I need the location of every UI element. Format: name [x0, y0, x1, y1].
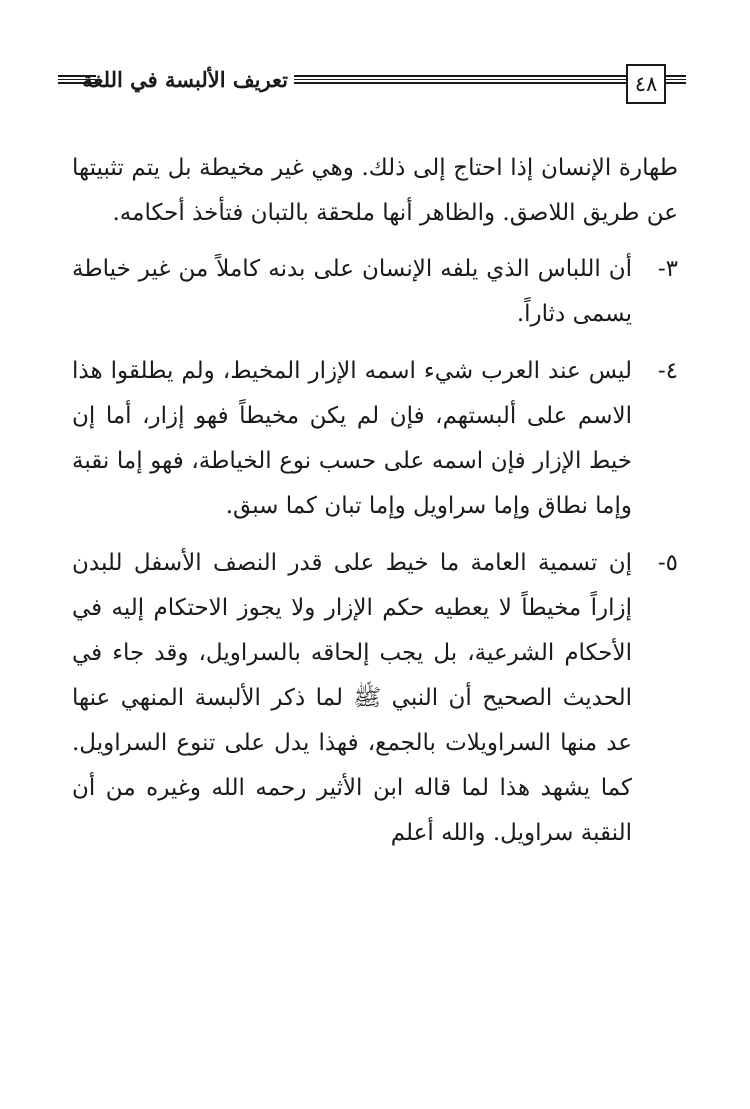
page-number: ٤٨	[626, 64, 666, 104]
list-item	[72, 541, 678, 856]
list-item-text: أن اللباس الذي يلفه الإنسان على بدنه كاملاً من غير خياطة يسمى دثاراً.	[72, 256, 632, 327]
intro-paragraph: طهارة الإنسان إذا احتاج إلى ذلك. وهي غير مخيطة بل يتم تثبيتها عن طريق اللاصق. والظاهر أنها ملحقة بالتبان فتأخذ أحكامه.	[72, 155, 678, 226]
list-item-text: ليس عند العرب شيء اسمه الإزار المخيط، ولم يطلقوا هذا الاسم على ألبستهم، فإن لم يكن مخيطاً فهو إزار، أما إن خيط الإزار فإن اسمه على حسب نوع الخياطة، فهو إما نقبة وإما نطاق وإما سراويل وإما تبان كما سبق.	[72, 358, 632, 519]
page-header	[58, 64, 686, 110]
page-body	[72, 146, 678, 868]
list-item-text: إن تسمية العامة ما خيط على قدر النصف الأسفل للبدن إزاراً مخيطاً لا يعطيه حكم الإزار ولا يجوز الاحتكام إليه في الأحكام الشرعية، بل يجب إلحاقه بالسراويل، وقد جاء في الحديث الصحيح أن النبي ﷺ لما ذكر الألبسة المنهي عنها عد منها السراويلات بالجمع، فهذا يدل على تنوع السراويل. كما يشهد هذا لما قاله ابن الأثير رحمه الله وغيره من أن النقبة سراويل. والله أعلم	[72, 550, 632, 846]
list-item-number: ٣-	[657, 256, 678, 282]
header-rule-right	[664, 75, 686, 84]
list-item-number: ٥-	[657, 550, 678, 576]
header-rule-center	[294, 75, 626, 84]
list-item	[72, 349, 678, 529]
list-item-number: ٤-	[657, 358, 678, 384]
list-item	[72, 247, 678, 337]
running-title: تعريف الألبسة في اللغة	[82, 67, 288, 92]
